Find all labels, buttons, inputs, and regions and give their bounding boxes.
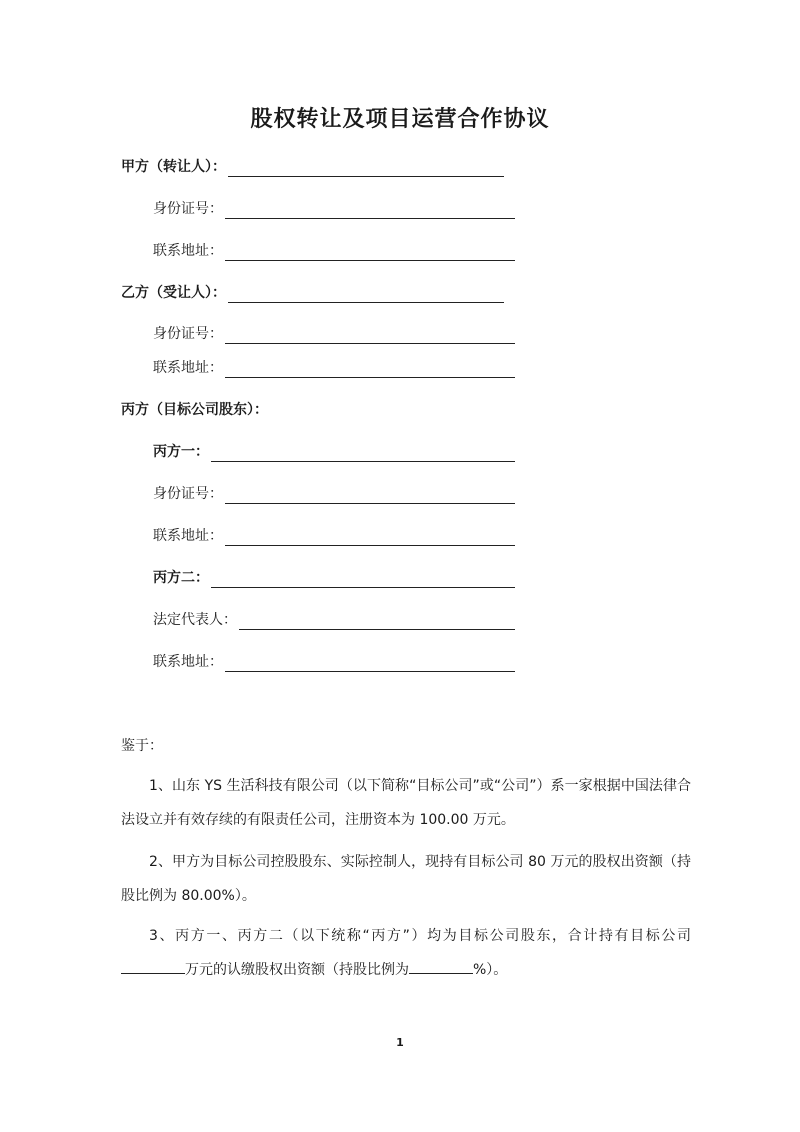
party-b-name-line[interactable] [228, 286, 504, 303]
party-c1-id-line[interactable] [225, 487, 515, 504]
party-c2-address-line[interactable] [225, 655, 515, 672]
party-c2-row [153, 566, 515, 588]
party-b-id-row [153, 322, 515, 344]
recital-2: 2、甲方为目标公司控股股东、实际控制人，现持有目标公司 80 万元的股权出资额（持股比例为 80.00%）。 [121, 854, 691, 904]
recital-3 [121, 919, 691, 987]
party-c1-name-line[interactable] [211, 445, 515, 462]
recital-3-part1: 3、丙方一、丙方二（以下统称“丙方”）均为目标公司股东，合计持有目标公司 [149, 928, 691, 944]
party-c-label: 丙方（目标公司股东）： [121, 402, 268, 418]
party-a-address-line[interactable] [225, 244, 515, 261]
party-c1-id-label: 身份证号： [153, 486, 223, 502]
party-c1-address-label: 联系地址： [153, 528, 223, 544]
party-c1-address-line[interactable] [225, 529, 515, 546]
party-a-row [121, 155, 504, 177]
party-b-address-label: 联系地址： [153, 360, 223, 376]
party-c1-id-row [153, 482, 515, 504]
party-c2-rep-row [153, 608, 515, 630]
party-a-address-label: 联系地址： [153, 243, 223, 259]
party-a-name-line[interactable] [228, 160, 504, 177]
party-c1-label: 丙方一： [153, 444, 209, 460]
party-b-address-line[interactable] [225, 361, 515, 378]
party-c2-address-row [153, 650, 515, 672]
party-c2-name-line[interactable] [211, 571, 515, 588]
party-b-address-row [153, 356, 515, 378]
party-a-id-line[interactable] [225, 202, 515, 219]
party-c2-rep-line[interactable] [239, 613, 515, 630]
party-c-row [121, 398, 268, 420]
party-a-label: 甲方（转让人）： [121, 159, 226, 175]
recital-1: 1、山东 YS 生活科技有限公司（以下简称“目标公司”或“公司”）系一家根据中国法律合法设立并有效存续的有限责任公司，注册资本为 100.00 万元。 [121, 778, 691, 828]
party-c2-label: 丙方二： [153, 570, 209, 586]
party-b-label: 乙方（受让人）： [121, 285, 226, 301]
recitals-heading: 鉴于： [121, 738, 163, 754]
party-a-address-row [153, 239, 515, 261]
party-c1-row [153, 440, 515, 462]
document-title: 股权转让及项目运营合作协议 [250, 107, 550, 132]
page-number: 1 [396, 1036, 404, 1049]
party-c2-address-label: 联系地址： [153, 654, 223, 670]
recital-3-ratio-blank[interactable] [409, 959, 473, 974]
party-c2-rep-label: 法定代表人： [153, 612, 237, 628]
party-a-id-label: 身份证号： [153, 201, 223, 217]
recital-3-part2: 万元的认缴股权出资额（持股比例为 [185, 962, 409, 978]
party-b-id-line[interactable] [225, 327, 515, 344]
party-a-id-row [153, 197, 515, 219]
recital-3-part3: %）。 [473, 962, 508, 978]
party-c1-address-row [153, 524, 515, 546]
party-b-id-label: 身份证号： [153, 326, 223, 342]
recital-3-amount-blank[interactable] [121, 959, 185, 974]
party-b-row [121, 281, 504, 303]
